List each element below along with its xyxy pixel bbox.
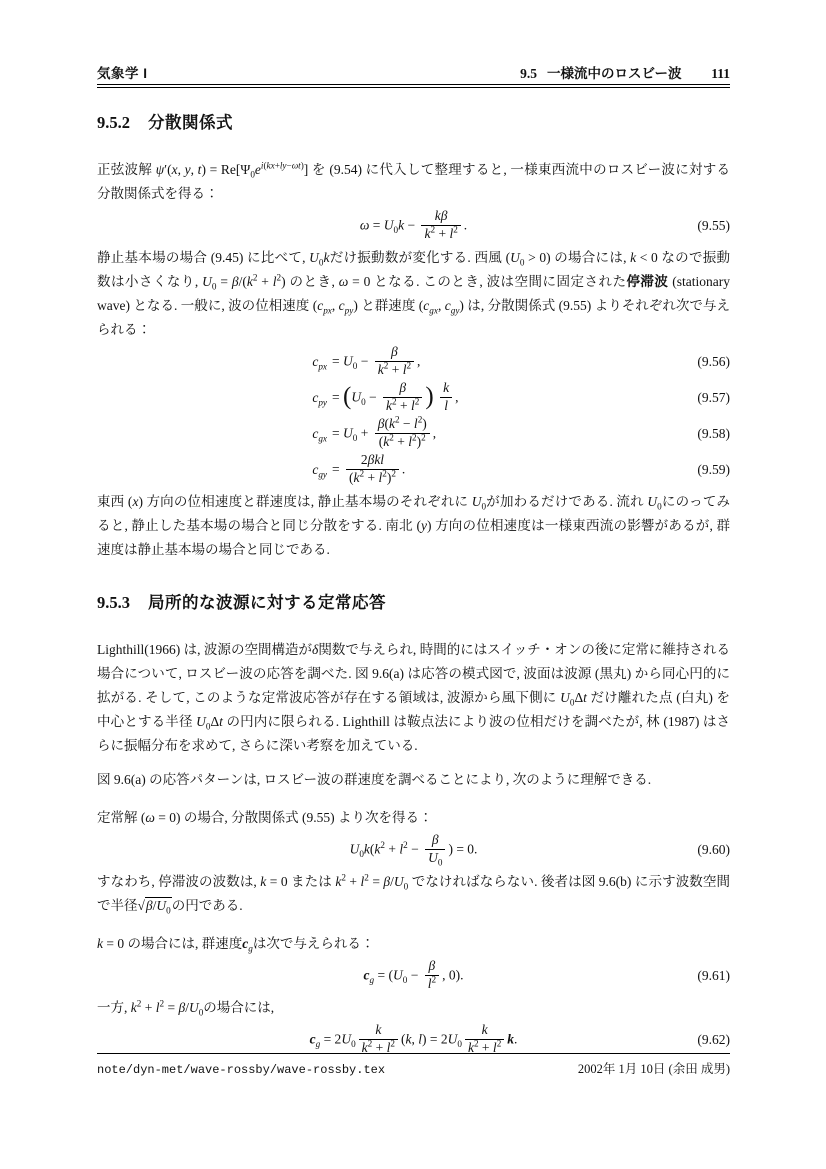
header-double-rule <box>97 84 730 88</box>
equation-number: (9.59) <box>697 462 730 477</box>
paragraph-other-case: 一方, $k^2 + l^2 = \beta/U_0$の場合には, <box>97 998 275 1018</box>
equation-9-55 <box>97 206 730 246</box>
equation-9-56 <box>97 344 730 380</box>
header-section-title: 一様流中のロスビー波 <box>547 66 682 81</box>
equation-9-60 <box>97 830 730 870</box>
equation-body: $c_g = 2U_0$ $\frac{k}{k^2 + l^2}$ (k, $l) = 2U_0$ $\frac{k}{k^2 + l^2}$ k. <box>309 1021 518 1055</box>
header-course-title: 気象学 I <box>97 66 148 81</box>
section-heading-9-5-3 <box>97 592 730 614</box>
paragraph-dispersion-intro: 正弦波解 ψ′(x, y, $t) = Re[\Psi_0e^{i(kx+ly-\omega t)}]$ を (9.54) に代入して整理すると, 一様東西流中のロスビー波に対する分散関係式を得る： <box>97 160 731 201</box>
paragraph-wavenumber-circle: すなわち, 停滞波の波数は, k = 0 または $k^2 + l^2 = \beta/U_0$ でなければならない. 後者は図 9.6(b) に示す波数空間で半径$√\beta/U_0$の円である. <box>97 872 730 916</box>
paragraph-lighthill: Lighthill(1966) は, 波源の空間構造がδ関数で与えられ, 時間的にはスイッチ・オンの後に定常に維持される場合について, ロスビー波の応答を調べた. 図 9.6(a) は応答の模式図で, 波面は波源 (黒丸) から同心円的に拡がる. そして, このような定常波応答が存在する領域は, 波源から風下側に $U_0\Delta t$ だけ離れた点 (白丸) を中心とする半径 $U_0\Delta t$ の円内に限られる. Lighthill は鞍点法により波の位相だけを調べたが, 林 (1987) はさらに振幅分布を求めて, さらに深い考察を加えている. <box>97 642 731 753</box>
equation-lhs: $c_{gy}$ <box>312 462 327 480</box>
equation-body: $c_g = (U_0$ − $\frac{\beta}{l^2}$ , 0). <box>363 957 464 991</box>
section-title: 局所的な波源に対する定常応答 <box>148 594 386 612</box>
equation-9-59 <box>97 452 730 488</box>
document-content <box>97 112 730 1060</box>
equation-rhs: = $U_0$ − $\frac{\beta}{k^2 + l^2}$ , <box>332 343 421 377</box>
header-section-number: 9.5 <box>520 66 537 81</box>
section-number: 9.5.3 <box>97 593 130 612</box>
paragraph-stationary-wave: 静止基本場の場合 (9.45) に比べて, $U_0k$だけ振動数が変化する. 西風 $(U_0 > 0)$ の場合には, k < 0 なので振動数は小さくなり, $U_0 = \beta/(k^2 + l^2)$ のとき, ω = 0 となる. このとき, 波は空間に固定された停滞波 (stationary wave) となる. 一般に, 波の位相速度 ($c_{px}$, $c_{py}$) と群速度 ($c_{gx}$, $c_{gy}$) は, 分散関係式 (9.55) よりそれぞれ次で与えられる： <box>97 250 730 337</box>
equation-9-58 <box>97 416 730 452</box>
footer-date-author: 2002年 1月 10日 (余田 成男) <box>577 1062 730 1076</box>
equation-lhs: $c_{px}$ <box>312 354 327 372</box>
header-section-info <box>520 62 730 82</box>
paragraph-velocity-discussion: 東西 (x) 方向の位相速度と群速度は, 静止基本場のそれぞれに $U_0$が加わるだけである. 流れ $U_0$にのってみると, 静止した基本場の場合と同じ分散をする. 南北 (y) 方向の位相速度は一様東西流の影響があるが, 群速度は静止基本場の場合と同じである. <box>97 494 731 557</box>
equation-lhs: $c_{gx}$ <box>312 426 327 444</box>
footer-file-path: note/dyn-met/wave-rossby/wave-rossby.tex <box>97 1063 386 1077</box>
equation-number: (9.55) <box>697 218 730 233</box>
equation-number: (9.57) <box>697 390 730 405</box>
equation-9-57 <box>97 380 730 416</box>
equation-number: (9.56) <box>697 354 730 369</box>
equation-number: (9.61) <box>697 968 730 983</box>
equation-rhs: = ($U_0$ − $\frac{\beta}{k^2 + l^2}$ ) $\frac{k}{l}$ , <box>332 379 459 413</box>
equation-rhs: = $U_0$ + $\frac{\beta(k^2 - l^2)}{(k^2 + l^2)^2}$ , <box>332 414 437 449</box>
equation-number: (9.60) <box>697 842 730 857</box>
paragraph-k-zero-case: k = 0 の場合には, 群速度$c_g$は次で与えられる： <box>97 936 375 954</box>
equation-body: $U_0k(k^2 + l^2$ − $\frac{\beta}{U_0}$ ) = 0. <box>349 831 478 868</box>
equation-lhs: $c_{py}$ <box>312 390 327 408</box>
section-heading-9-5-2 <box>97 112 730 134</box>
page-footer <box>97 1053 730 1077</box>
page-number: 111 <box>711 66 730 81</box>
equation-9-61 <box>97 956 730 996</box>
paragraph-response-pattern: 図 9.6(a) の応答パターンは, ロスビー波の群速度を調べることにより, 次のように理解できる. <box>97 772 652 787</box>
equation-rhs: = $\frac{\text{2βkl}}{(k^2 + l^2)^2}$ . <box>332 451 406 485</box>
equation-number: (9.62) <box>697 1032 730 1047</box>
equation-body: $\omega = U_0k$ − $\frac{k\beta}{k^2 + l^2}$ . <box>359 207 468 241</box>
equation-number: (9.58) <box>697 426 730 441</box>
section-title: 分散関係式 <box>148 114 233 132</box>
paragraph-steady-solution: 定常解 (ω = 0) の場合, 分散関係式 (9.55) より次を得る： <box>97 810 433 825</box>
page-header <box>97 62 730 82</box>
section-number: 9.5.2 <box>97 113 130 132</box>
equation-array-velocities <box>97 344 730 488</box>
